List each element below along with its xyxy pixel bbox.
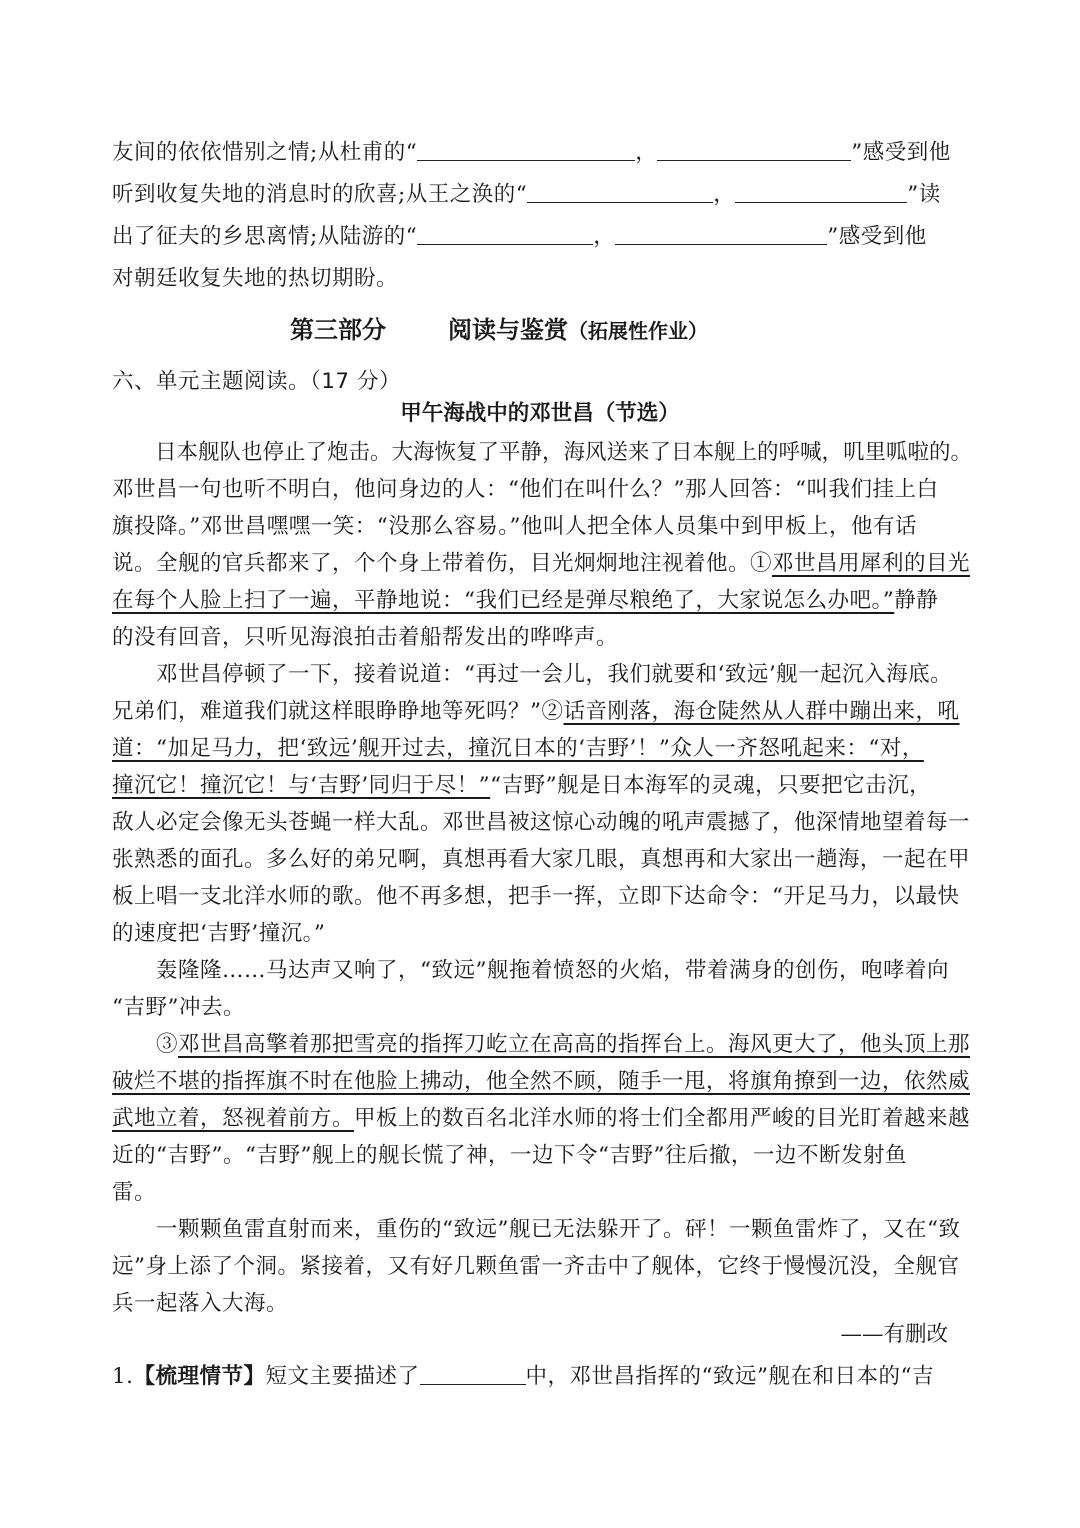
article-text: “吉野”舰是日本海军的灵魂，只要把它击沉， [490,773,932,798]
section-subtitle: （拓展性作业） [568,319,708,343]
answer-blank-2a[interactable] [527,180,713,203]
fill-line-3 [112,222,968,252]
article-title: 甲午海战中的邓世昌（节选） [400,401,680,426]
article-line: 邓世昌一句也听不明白，他问身边的人：“他们在叫什么？”那人回答：“叫我们挂上白 [112,477,939,502]
fill-line-3-comma: ， [593,224,616,249]
section-part: 第三部分 [290,316,386,344]
article-line: 板上唱一支北洋水师的歌。他不再多想，把手一挥，立即下达命令：“开足马力，以最快 [112,884,960,909]
underlined-sentence-1a: 邓世昌用犀利的目光 [772,551,971,576]
article-text: 说。全舰的官兵都来了，个个身上带着伤，目光炯炯地注视着他。① [112,551,773,576]
article-line: 兵一起落入大海。 [112,1291,289,1316]
article-line [112,771,968,801]
fill-line-3-text-a: 出了征夫的乡思离情;从陆游的“ [112,224,418,249]
answer-blank-2b[interactable] [735,180,907,203]
fill-line-2 [112,180,968,210]
fill-line-1-text-c: ”感受到他 [851,140,951,165]
article-line: 日本舰队也停止了炮击。大海恢复了平静，海风送来了日本舰上的呼喊，叽里呱啦的。 [112,440,973,465]
article-text: 甲板上的数百名北洋水师的将士们全都用严峻的目光盯着越来越 [354,1106,971,1131]
underlined-sentence-2a: 话音刚落，海仓陡然从人群中蹦出来，吼 [563,699,960,724]
answer-blank-3b[interactable] [615,222,827,245]
question-1 [112,1362,968,1392]
answer-blank-3a[interactable] [417,222,593,245]
underlined-sentence-1b: 在每个人脸上扫了一遍，平静地说：“我们已经是弹尽粮绝了，大家说怎么办吧。” [112,588,895,613]
section-title [290,313,708,348]
underlined-sentence-2c: 撞沉它！撞沉它！与‘吉野’同归于尽！” [112,773,491,798]
question-1-text-a: 短文主要描述了 [265,1364,420,1389]
fill-line-1-comma: ， [635,140,658,165]
question-1-text-b: 中，邓世昌指挥的“致远”舰在和日本的“吉 [525,1364,935,1389]
article-text: 兄弟们，难道我们就这样眼睁睁地等死吗？”② [112,699,564,724]
fill-line-2-text-c: ”读 [907,182,941,207]
article-line: 旗投降。”邓世昌嘿嘿一笑：“没那么容易。”他叫人把全体人员集中到甲板上，他有话 [112,514,917,539]
question-six-heading: 六、单元主题阅读。（17 分） [112,369,401,394]
article-line [112,1030,971,1060]
article-line: 张熟悉的面孔。多么好的弟兄啊，真想再看大家几眼，真想再和大家出一趟海，一起在甲 [112,847,971,872]
section-name: 阅读与鉴赏 [448,316,568,344]
article-line: 邓世昌停顿了一下，接着说道：“再过一会儿，我们就要和‘致远’舰一起沉入海底。 [112,662,953,687]
source-note: ——有删改 [840,1322,948,1347]
article-line: 近的“吉野”。“吉野”舰上的舰长慌了神，一边下令“吉野”往后撤，一边不断发射鱼 [112,1143,907,1168]
article-line: 雷。 [112,1180,157,1205]
article-line: 一颗颗鱼雷直射而来，重伤的“致远”舰已无法躲开了。砰！一颗鱼雷炸了，又在“致 [112,1217,961,1242]
article-line: 的速度把‘吉野’撞沉。” [112,921,326,946]
underlined-sentence-3a: 邓世昌高擎着那把雪亮的指挥刀屹立在高高的指挥台上。海风更大了，他头顶上那 [178,1032,971,1057]
fill-line-3-text-c: ”感受到他 [827,224,927,249]
question-1-tag: 【梳理情节】 [133,1364,266,1389]
fill-line-4: 对朝廷收复失地的热切期盼。 [112,266,399,291]
article-line: 的没有回音，只听见海浪拍击着船帮发出的哗哗声。 [112,625,619,650]
underlined-sentence-2b: 道：“加足马力，把‘致远’舰开过去，撞沉日本的‘吉野’！”众人一齐怒吼起来：“对， [112,736,924,761]
article-line [112,1104,971,1134]
fill-line-2-comma: ， [713,182,736,207]
answer-blank-q1[interactable] [420,1362,526,1385]
article-line [112,586,968,616]
question-1-number: 1. [112,1364,134,1389]
article-line [112,697,968,727]
article-line [112,549,971,579]
answer-blank-1a[interactable] [417,138,635,161]
article-line: 轰隆隆……马达声又响了，“致远”舰拖着愤怒的火焰，带着满身的创伤，咆哮着向 [112,958,949,983]
answer-blank-1b[interactable] [657,138,851,161]
fill-line-2-text-a: 听到收复失地的消息时的欣喜;从王之涣的“ [112,182,528,207]
article-text: 静静 [894,588,939,613]
fill-line-1-text-a: 友间的依依惜别之情;从杜甫的“ [112,140,418,165]
underlined-sentence-3c: 武地立着，怒视着前方。 [112,1106,355,1131]
underlined-sentence-3b: 破烂不堪的指挥旗不时在他脸上拂动，他全然不顾，随手一甩，将旗角撩到一边，依然威 [112,1069,971,1094]
article-text: ③ [112,1032,179,1057]
article-line: 敌人必定会像无头苍蝇一样大乱。邓世昌被这惊心动魄的吼声震撼了，他深情地望着每一 [112,810,971,835]
fill-line-1 [112,138,968,168]
article-line: “吉野”冲去。 [112,995,245,1020]
article-line: 远”身上添了个洞。紧接着，又有好几颗鱼雷一齐击中了舰体，它终于慢慢沉没，全舰官 [112,1254,960,1279]
